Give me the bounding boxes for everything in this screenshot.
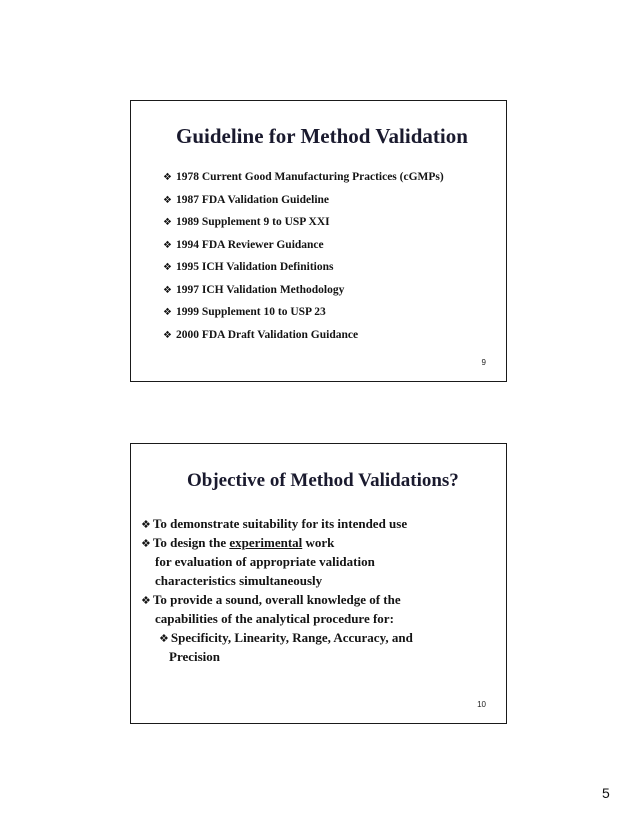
slide-10 — [130, 443, 507, 724]
slide-9 — [130, 100, 507, 382]
objective-body — [141, 514, 413, 666]
diamond-bullet-icon: ❖ — [163, 329, 172, 341]
diamond-bullet-icon: ❖ — [163, 262, 172, 273]
list-item: ❖ 1994 FDA Reviewer Guidance — [163, 234, 444, 257]
continuation-line: capabilities of the analytical procedure for: — [155, 611, 394, 626]
continuation-line: for evaluation of appropriate validation — [155, 554, 375, 569]
diamond-bullet-icon: ❖ — [159, 632, 169, 645]
diamond-bullet-icon: ❖ — [163, 217, 172, 228]
emphasis-text: experimental — [229, 535, 303, 550]
list-item: ❖ 2000 FDA Draft Validation Guidance — [163, 324, 444, 347]
guideline-list — [163, 166, 444, 346]
diamond-bullet-icon: ❖ — [141, 518, 151, 531]
slide-number: 10 — [477, 700, 486, 709]
diamond-bullet-icon: ❖ — [163, 307, 172, 318]
list-item: ❖ 1999 Supplement 10 to USP 23 — [163, 301, 444, 324]
diamond-bullet-icon: ❖ — [163, 284, 172, 296]
diamond-bullet-icon: ❖ — [163, 239, 172, 251]
list-item: ❖ 1997 ICH Validation Methodology — [163, 279, 444, 302]
diamond-bullet-icon: ❖ — [163, 172, 172, 183]
list-item: ❖ 1995 ICH Validation Definitions — [163, 256, 444, 279]
diamond-bullet-icon: ❖ — [141, 594, 151, 607]
page-number: 5 — [602, 785, 610, 801]
bullet-line: ❖ To demonstrate suitability for its intended use — [141, 514, 413, 533]
continuation-line: Precision — [169, 649, 221, 664]
diamond-bullet-icon: ❖ — [141, 537, 151, 550]
diamond-bullet-icon: ❖ — [163, 194, 172, 206]
list-item: ❖ 1978 Current Good Manufacturing Practices (cGMPs) — [163, 166, 444, 189]
slide-title: Objective of Method Validations? — [187, 470, 459, 491]
list-item: ❖ 1989 Supplement 9 to USP XXI — [163, 211, 444, 234]
list-item: ❖ 1987 FDA Validation Guideline — [163, 189, 444, 212]
slide-number: 9 — [481, 358, 486, 367]
bullet-line: ❖ To provide a sound, overall knowledge of the — [141, 590, 413, 609]
sub-bullet-line: ❖ Specificity, Linearity, Range, Accuracy, and — [141, 628, 413, 647]
slide-title: Guideline for Method Validation — [176, 124, 468, 148]
continuation-line: characteristics simultaneously — [155, 573, 323, 588]
bullet-line: ❖ To design the experimental work — [141, 533, 413, 552]
